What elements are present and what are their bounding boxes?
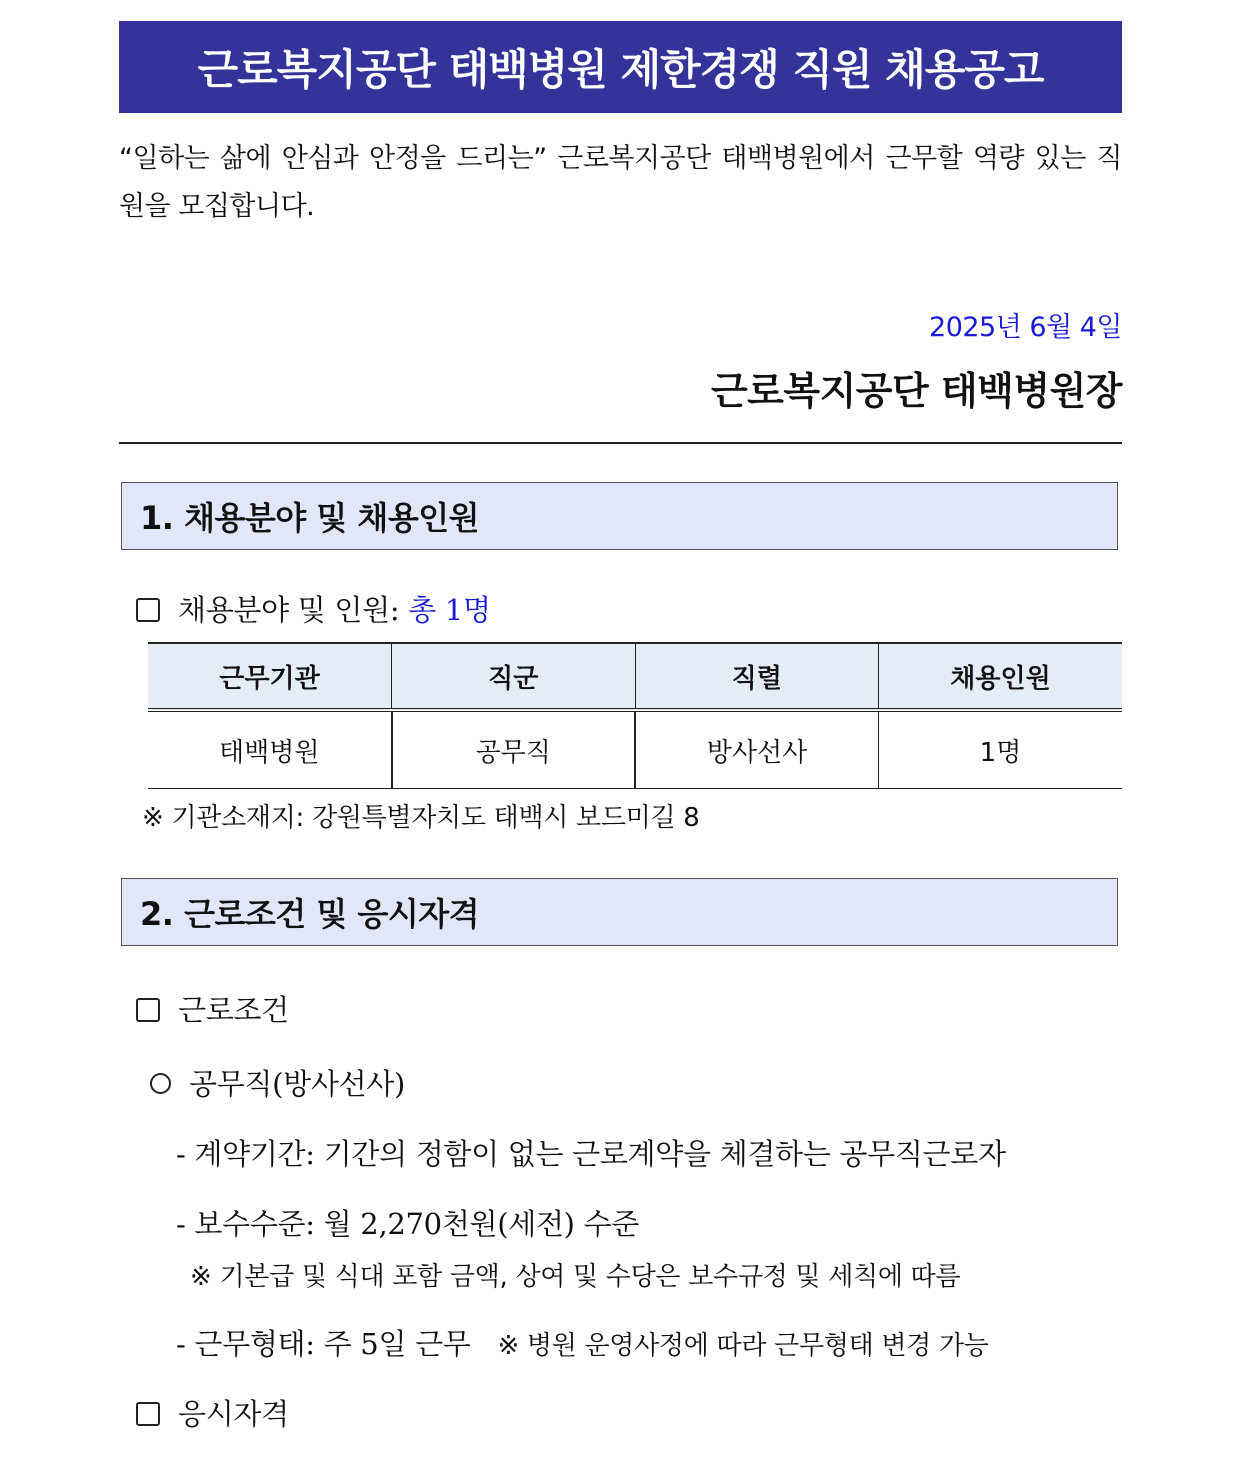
table-header-row (148, 643, 1122, 710)
issuer-name: 근로복지공단 태백병원장 (710, 369, 1122, 413)
divider (119, 442, 1122, 444)
job-label: 공무직(방사선사) (189, 1067, 406, 1101)
qualification-label: 응시자격 (178, 1397, 289, 1431)
conditions-heading (136, 988, 289, 1029)
notice-title: 근로복지공단 태백병원 제한경쟁 직원 채용공고 (119, 21, 1122, 113)
recruit-field-line (136, 588, 491, 629)
table-cell: 1명 (879, 710, 1123, 789)
recruit-field-label: 채용분야 및 인원: (178, 593, 400, 627)
work-type-line (176, 1322, 989, 1363)
section-1-header: 1. 채용분야 및 채용인원 (121, 482, 1118, 550)
location-note: ※ 기관소재지: 강원특별자치도 태백시 보드미길 8 (142, 803, 700, 833)
table-header-cell: 직군 (392, 643, 636, 710)
salary-level: - 보수수준: 월 2,270천원(세전) 수준 (176, 1207, 640, 1241)
table-header-cell: 근무기관 (148, 643, 392, 710)
square-box-icon (136, 598, 160, 622)
recruit-field-value: 총 1명 (408, 593, 491, 627)
table-header-cell: 직렬 (635, 643, 879, 710)
qualification-heading (136, 1392, 289, 1433)
salary-note: ※ 기본급 및 식대 포함 금액, 상여 및 수당은 보수규정 및 세칙에 따름 (190, 1262, 961, 1292)
recruit-table (148, 642, 1122, 789)
work-type-note: ※ 병원 운영사정에 따라 근무형태 변경 가능 (497, 1331, 989, 1361)
table-row (148, 710, 1122, 789)
circle-bullet-icon (150, 1073, 171, 1094)
table-cell: 공무직 (392, 710, 636, 789)
table-cell: 태백병원 (148, 710, 392, 789)
square-box-icon (136, 1402, 160, 1426)
job-heading (150, 1062, 405, 1103)
table-cell: 방사선사 (635, 710, 879, 789)
table-header-cell: 채용인원 (879, 643, 1123, 710)
contract-period: - 계약기간: 기간의 정함이 없는 근로계약을 체결하는 공무직근로자 (176, 1137, 1006, 1171)
conditions-label: 근로조건 (178, 993, 289, 1027)
notice-date: 2025년 6월 4일 (929, 312, 1122, 343)
intro-text: “일하는 삶에 안심과 안정을 드리는” 근로복지공단 태백병원에서 근무할 역량 있는 직원을 모집합니다. (119, 143, 1122, 222)
work-type: - 근무형태: 주 5일 근무 (176, 1327, 471, 1361)
square-box-icon (136, 998, 160, 1022)
section-2-header: 2. 근로조건 및 응시자격 (121, 878, 1118, 946)
